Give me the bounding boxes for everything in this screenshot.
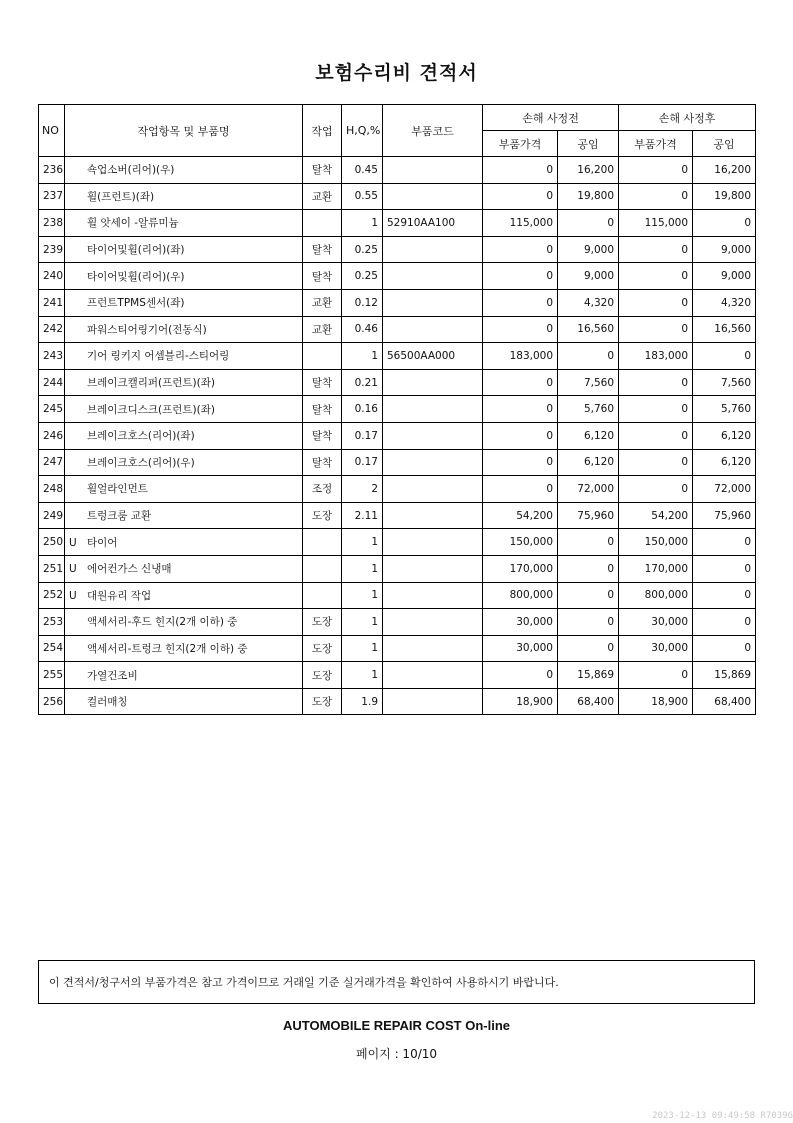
row-work-type: 교환	[303, 289, 342, 316]
table-row	[39, 449, 756, 476]
table-row	[39, 210, 756, 237]
row-before-labor: 75,960	[558, 502, 619, 529]
row-after-labor: 0	[693, 555, 756, 582]
table-row	[39, 236, 756, 263]
row-after-part-price: 0	[619, 369, 693, 396]
row-after-part-price: 0	[619, 396, 693, 423]
print-timestamp: 2023-12-13 09:49:58 R70396	[652, 1111, 793, 1121]
row-hq: 1	[342, 635, 383, 662]
row-work-type	[303, 210, 342, 237]
row-item-name	[65, 157, 303, 184]
row-before-part-price: 0	[483, 263, 558, 290]
row-no: 242	[39, 316, 65, 343]
header-work: 작업	[303, 105, 342, 157]
header-item: 작업항목 및 부품명	[65, 105, 303, 157]
row-no: 239	[39, 236, 65, 263]
table-row	[39, 635, 756, 662]
row-part-code	[383, 476, 483, 503]
row-item-label: 가열건조비	[87, 669, 138, 682]
row-part-code	[383, 662, 483, 689]
row-work-type: 탈착	[303, 263, 342, 290]
table-row	[39, 422, 756, 449]
row-work-type: 조정	[303, 476, 342, 503]
row-before-labor: 9,000	[558, 263, 619, 290]
row-part-code	[383, 289, 483, 316]
row-no: 245	[39, 396, 65, 423]
row-before-labor: 68,400	[558, 688, 619, 715]
row-hq: 0.55	[342, 183, 383, 210]
row-after-part-price: 170,000	[619, 555, 693, 582]
table-row	[39, 369, 756, 396]
row-before-part-price: 0	[483, 316, 558, 343]
row-part-code	[383, 396, 483, 423]
table-row	[39, 555, 756, 582]
row-item-label: 휠 앗세이 -알류미늄	[87, 217, 179, 230]
row-hq: 0.21	[342, 369, 383, 396]
row-before-part-price: 0	[483, 236, 558, 263]
row-after-part-price: 183,000	[619, 343, 693, 370]
row-item-label: 타이어및휠(리어)(좌)	[87, 244, 185, 257]
row-part-code	[383, 316, 483, 343]
row-no: 243	[39, 343, 65, 370]
row-work-type: 도장	[303, 688, 342, 715]
row-item-label: 기어 링키지 어셈블리-스티어링	[87, 350, 230, 363]
row-after-part-price: 0	[619, 449, 693, 476]
row-after-part-price: 800,000	[619, 582, 693, 609]
row-after-labor: 7,560	[693, 369, 756, 396]
row-no: 246	[39, 422, 65, 449]
row-after-labor: 72,000	[693, 476, 756, 503]
row-before-part-price: 0	[483, 289, 558, 316]
row-after-labor: 0	[693, 529, 756, 556]
row-after-labor: 0	[693, 609, 756, 636]
row-flag: U	[69, 563, 77, 576]
estimate-rows	[39, 157, 756, 715]
row-item-name	[65, 635, 303, 662]
row-after-part-price: 0	[619, 183, 693, 210]
row-no: 256	[39, 688, 65, 715]
row-before-part-price: 183,000	[483, 343, 558, 370]
row-before-part-price: 30,000	[483, 609, 558, 636]
row-hq: 0.25	[342, 236, 383, 263]
row-work-type: 도장	[303, 662, 342, 689]
row-flag: U	[69, 589, 77, 602]
row-no: 254	[39, 635, 65, 662]
row-hq: 1	[342, 609, 383, 636]
table-row	[39, 316, 756, 343]
row-item-name	[65, 582, 303, 609]
row-no: 252	[39, 582, 65, 609]
row-after-labor: 15,869	[693, 662, 756, 689]
row-item-name	[65, 688, 303, 715]
table-row	[39, 396, 756, 423]
row-after-labor: 16,560	[693, 316, 756, 343]
row-item-name	[65, 316, 303, 343]
row-part-code	[383, 157, 483, 184]
row-hq: 1.9	[342, 688, 383, 715]
row-before-part-price: 0	[483, 449, 558, 476]
row-part-code	[383, 422, 483, 449]
row-after-labor: 19,800	[693, 183, 756, 210]
row-no: 244	[39, 369, 65, 396]
row-part-code	[383, 555, 483, 582]
row-after-part-price: 0	[619, 289, 693, 316]
row-after-labor: 0	[693, 635, 756, 662]
row-item-name	[65, 396, 303, 423]
row-before-labor: 0	[558, 555, 619, 582]
row-part-code: 56500AA000	[383, 343, 483, 370]
row-item-name	[65, 236, 303, 263]
row-hq: 0.45	[342, 157, 383, 184]
row-before-labor: 9,000	[558, 236, 619, 263]
row-before-labor: 0	[558, 609, 619, 636]
row-item-label: 브레이크호스(리어)(우)	[87, 456, 195, 469]
row-before-part-price: 170,000	[483, 555, 558, 582]
row-item-label: 브레이크디스크(프런트)(좌)	[87, 403, 215, 416]
row-hq: 0.17	[342, 449, 383, 476]
row-item-name	[65, 210, 303, 237]
row-hq: 0.25	[342, 263, 383, 290]
row-before-part-price: 115,000	[483, 210, 558, 237]
table-row	[39, 476, 756, 503]
row-part-code	[383, 635, 483, 662]
row-item-name	[65, 343, 303, 370]
row-item-label: 파워스티어링기어(전동식)	[87, 323, 207, 336]
row-work-type	[303, 343, 342, 370]
footer-brand: AUTOMOBILE REPAIR COST On-line	[282, 1018, 511, 1033]
row-no: 249	[39, 502, 65, 529]
row-item-name	[65, 183, 303, 210]
table-row	[39, 609, 756, 636]
row-before-labor: 0	[558, 210, 619, 237]
row-after-labor: 0	[693, 582, 756, 609]
row-after-labor: 9,000	[693, 263, 756, 290]
row-after-labor: 6,120	[693, 449, 756, 476]
row-after-labor: 0	[693, 210, 756, 237]
row-after-labor: 75,960	[693, 502, 756, 529]
row-before-part-price: 0	[483, 157, 558, 184]
row-after-labor: 5,760	[693, 396, 756, 423]
row-no: 248	[39, 476, 65, 503]
row-item-label: 컬러매칭	[87, 696, 128, 709]
table-row	[39, 289, 756, 316]
row-before-part-price: 0	[483, 369, 558, 396]
row-item-name	[65, 422, 303, 449]
row-work-type: 탈착	[303, 236, 342, 263]
row-before-part-price: 0	[483, 662, 558, 689]
row-item-name	[65, 555, 303, 582]
row-work-type	[303, 555, 342, 582]
row-item-name	[65, 529, 303, 556]
row-after-part-price: 0	[619, 662, 693, 689]
row-after-part-price: 30,000	[619, 609, 693, 636]
row-part-code	[383, 582, 483, 609]
row-before-labor: 4,320	[558, 289, 619, 316]
row-before-part-price: 0	[483, 476, 558, 503]
row-part-code	[383, 688, 483, 715]
row-work-type: 탈착	[303, 449, 342, 476]
row-after-labor: 16,200	[693, 157, 756, 184]
header-no: NO	[39, 105, 65, 157]
row-part-code	[383, 502, 483, 529]
row-hq: 0.12	[342, 289, 383, 316]
row-hq: 2.11	[342, 502, 383, 529]
row-no: 236	[39, 157, 65, 184]
row-no: 241	[39, 289, 65, 316]
row-item-name	[65, 609, 303, 636]
row-before-part-price: 0	[483, 183, 558, 210]
row-no: 247	[39, 449, 65, 476]
row-after-labor: 0	[693, 343, 756, 370]
row-after-labor: 4,320	[693, 289, 756, 316]
row-item-label: 휠(프런트)(좌)	[87, 190, 155, 203]
row-before-labor: 0	[558, 582, 619, 609]
table-row	[39, 529, 756, 556]
price-notice: 이 견적서/청구서의 부품가격은 참고 가격이므로 거래일 기준 실거래가격을 확인하여 사용하시기 바랍니다.	[38, 960, 755, 1004]
row-item-name	[65, 449, 303, 476]
row-after-part-price: 0	[619, 263, 693, 290]
row-item-label: 브레이크캘리퍼(프런트)(좌)	[87, 377, 215, 390]
row-before-labor: 16,560	[558, 316, 619, 343]
page-number: 페이지 : 10/10	[355, 1047, 438, 1061]
table-row	[39, 502, 756, 529]
row-before-labor: 6,120	[558, 422, 619, 449]
row-before-labor: 72,000	[558, 476, 619, 503]
row-before-labor: 6,120	[558, 449, 619, 476]
row-after-part-price: 0	[619, 236, 693, 263]
row-hq: 1	[342, 662, 383, 689]
row-after-part-price: 0	[619, 316, 693, 343]
row-no: 238	[39, 210, 65, 237]
document-title: 보험수리비 견적서	[315, 62, 478, 84]
row-work-type: 교환	[303, 316, 342, 343]
row-hq: 1	[342, 582, 383, 609]
row-before-part-price: 150,000	[483, 529, 558, 556]
header-before-part-price: 부품가격	[483, 131, 558, 157]
row-item-name	[65, 476, 303, 503]
row-before-part-price: 18,900	[483, 688, 558, 715]
row-work-type: 탈착	[303, 422, 342, 449]
row-after-part-price: 150,000	[619, 529, 693, 556]
row-after-part-price: 0	[619, 476, 693, 503]
row-no: 240	[39, 263, 65, 290]
row-item-name	[65, 662, 303, 689]
row-part-code	[383, 263, 483, 290]
row-hq: 0.46	[342, 316, 383, 343]
row-before-part-price: 30,000	[483, 635, 558, 662]
row-before-part-price: 0	[483, 422, 558, 449]
row-after-labor: 9,000	[693, 236, 756, 263]
table-row	[39, 157, 756, 184]
row-hq: 1	[342, 343, 383, 370]
row-flag: U	[69, 536, 77, 549]
row-before-labor: 5,760	[558, 396, 619, 423]
row-before-labor: 15,869	[558, 662, 619, 689]
row-before-part-price: 800,000	[483, 582, 558, 609]
row-before-part-price: 54,200	[483, 502, 558, 529]
row-no: 255	[39, 662, 65, 689]
row-item-label: 프런트TPMS센서(좌)	[87, 297, 185, 310]
row-after-labor: 6,120	[693, 422, 756, 449]
header-before-adjustment: 손해 사정전	[483, 105, 619, 131]
header-hq: H,Q,%	[342, 105, 383, 157]
header-after-labor: 공임	[693, 131, 756, 157]
row-work-type	[303, 582, 342, 609]
row-item-label: 쇽업소버(리어)(우)	[87, 164, 175, 177]
header-after-part-price: 부품가격	[619, 131, 693, 157]
row-item-label: 액세서리-후드 힌지(2개 이하) 중	[87, 616, 238, 629]
table-row	[39, 688, 756, 715]
row-before-part-price: 0	[483, 396, 558, 423]
row-no: 250	[39, 529, 65, 556]
row-before-labor: 19,800	[558, 183, 619, 210]
row-after-part-price: 115,000	[619, 210, 693, 237]
row-no: 237	[39, 183, 65, 210]
row-item-name	[65, 502, 303, 529]
row-item-label: 액세서리-트렁크 힌지(2개 이하) 중	[87, 642, 248, 655]
row-work-type: 도장	[303, 609, 342, 636]
row-item-label: 트렁크룸 교환	[87, 510, 152, 523]
row-no: 251	[39, 555, 65, 582]
header-before-labor: 공임	[558, 131, 619, 157]
row-hq: 0.17	[342, 422, 383, 449]
row-item-label: 대원유리 작업	[87, 589, 152, 602]
estimate-table	[38, 104, 756, 715]
row-work-type: 도장	[303, 502, 342, 529]
row-hq: 1	[342, 529, 383, 556]
row-part-code	[383, 236, 483, 263]
row-part-code	[383, 609, 483, 636]
row-item-label: 에어컨가스 신냉매	[87, 563, 172, 576]
table-row	[39, 263, 756, 290]
row-item-label: 휠얼라인먼트	[87, 483, 148, 496]
row-before-labor: 7,560	[558, 369, 619, 396]
row-after-part-price: 0	[619, 422, 693, 449]
row-after-part-price: 30,000	[619, 635, 693, 662]
row-item-label: 타이어및휠(리어)(우)	[87, 270, 185, 283]
row-part-code	[383, 369, 483, 396]
row-hq: 1	[342, 555, 383, 582]
row-part-code	[383, 183, 483, 210]
row-part-code: 52910AA100	[383, 210, 483, 237]
header-after-adjustment: 손해 사정후	[619, 105, 756, 131]
row-item-label: 타이어	[87, 536, 118, 549]
row-after-part-price: 18,900	[619, 688, 693, 715]
row-item-label: 브레이크호스(리어)(좌)	[87, 430, 195, 443]
row-hq: 1	[342, 210, 383, 237]
row-part-code	[383, 529, 483, 556]
row-work-type: 탈착	[303, 369, 342, 396]
row-before-labor: 0	[558, 635, 619, 662]
row-after-part-price: 0	[619, 157, 693, 184]
row-item-name	[65, 289, 303, 316]
row-work-type: 도장	[303, 635, 342, 662]
row-item-name	[65, 263, 303, 290]
row-work-type: 탈착	[303, 396, 342, 423]
row-work-type	[303, 529, 342, 556]
row-no: 253	[39, 609, 65, 636]
row-after-labor: 68,400	[693, 688, 756, 715]
table-row	[39, 582, 756, 609]
table-row	[39, 343, 756, 370]
row-hq: 2	[342, 476, 383, 503]
row-work-type: 교환	[303, 183, 342, 210]
table-row	[39, 662, 756, 689]
row-before-labor: 0	[558, 343, 619, 370]
row-before-labor: 0	[558, 529, 619, 556]
row-item-name	[65, 369, 303, 396]
header-part-code: 부품코드	[383, 105, 483, 157]
row-after-part-price: 54,200	[619, 502, 693, 529]
table-row	[39, 183, 756, 210]
row-before-labor: 16,200	[558, 157, 619, 184]
row-work-type: 탈착	[303, 157, 342, 184]
row-part-code	[383, 449, 483, 476]
row-hq: 0.16	[342, 396, 383, 423]
